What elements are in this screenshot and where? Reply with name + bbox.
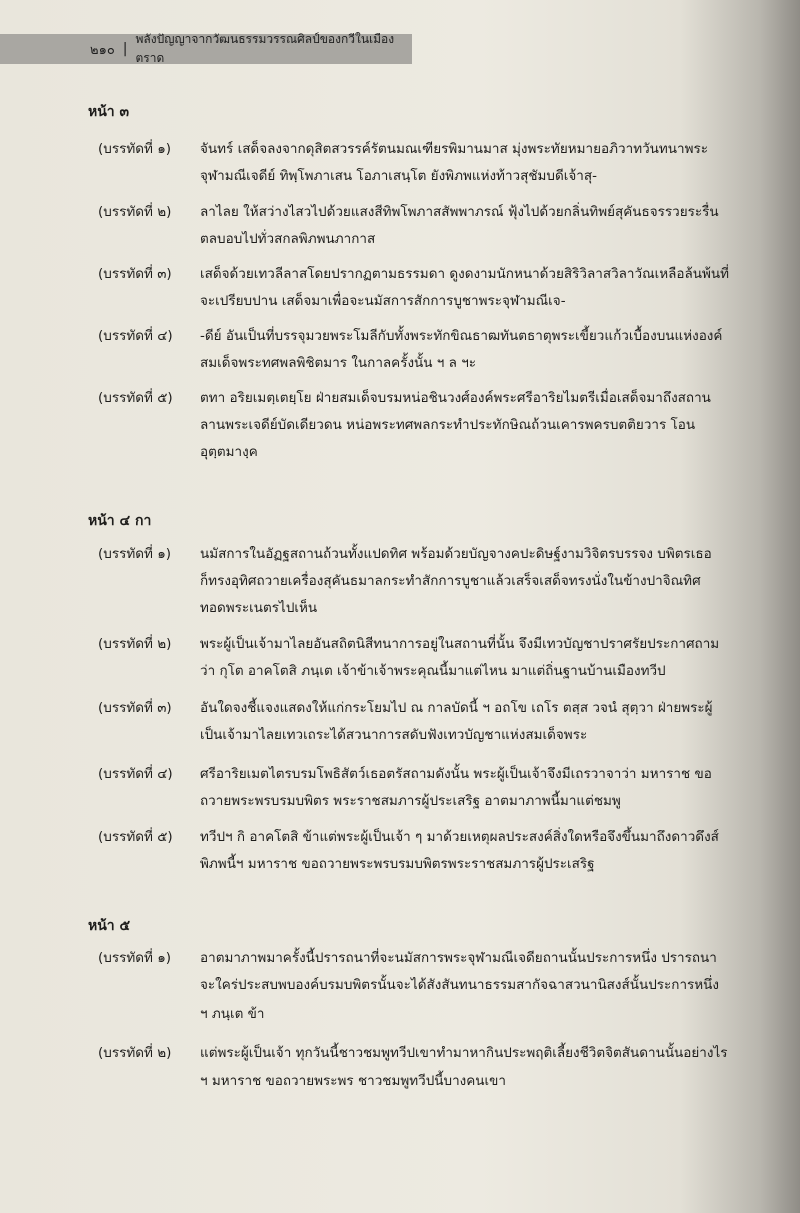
page-number: ๒๑๐ [90, 42, 115, 58]
section-title-page-5: หน้า ๕ [88, 918, 131, 934]
text-line: -ดีย์ อันเป็นที่บรรจุมวยพระโมลีกับทั้งพระทักขิณธาฒทันตธาตุพระเขี้ยวแก้วเบื้องบนแห่งองค์ [200, 328, 723, 344]
text-line: ตลบอบไปทั่วสกลพิภพนภากาส [200, 231, 376, 247]
line-label: (บรรทัดที่ ๓) [98, 700, 172, 716]
text-line: เป็นเจ้ามาไลยเทวเถระได้สวนาการสดับฟังเทวบัญชาแห่งสมเด็จพระ [200, 727, 588, 743]
line-label: (บรรทัดที่ ๔) [98, 328, 173, 344]
text-line: เสด็จด้วยเทวลีลาสโดยปรากฏตามธรรมดา ดูงดงามนักหนาด้วยสิริวิลาสวิลาวัณเหลือล้นพ้นที่ [200, 266, 730, 282]
section-title-page-3: หน้า ๓ [88, 104, 130, 120]
text-line: นมัสการในอัฏฐสถานถ้วนทั้งแปดทิศ พร้อมด้วยบัญจางคปะดิษฐ์งามวิจิตรบรรจง บพิตรเธอ [200, 546, 712, 562]
text-line: ลาไลย ให้สว่างไสวไปด้วยแสงสีทิพโพภาสสัพพาภรณ์ ฟุ้งไปด้วยกลิ่นทิพย์สุคันธจรรวยระรื่น [200, 204, 719, 220]
text-line: ฯ ภนฺเต ข้า [200, 1006, 265, 1022]
text-line: อาตมาภาพมาครั้งนี้ปรารถนาที่จะนมัสการพระจุฬามณีเจดียถานนั้นประการหนึ่ง ปรารถนา [200, 950, 717, 966]
text-line: อันใดจงชี้แจงแสดงให้แก่กระโยมไป ณ กาลบัดนี้ ฯ อถโข เถโร ตสฺส วจนํ สุตฺวา ฝ่ายพระผู้ [200, 700, 713, 716]
line-label: (บรรทัดที่ ๔) [98, 766, 173, 782]
text-line: สมเด็จพระทศพลพิชิตมาร ในกาลครั้งนั้น ฯ ล ฯะ [200, 355, 477, 371]
line-label: (บรรทัดที่ ๓) [98, 266, 172, 282]
text-line: ก็ทรงอุทิศถวายเครื่องสุคันธมาลกระทำสักการบูชาแล้วเสร็จเสด็จทรงนั่งในข้างปาจิณทิศ [200, 573, 701, 589]
text-line: จะเปรียบปาน เสด็จมาเพื่อจะนมัสการสักการบูชาพระจุฬามณีเจ- [200, 293, 566, 309]
text-line: อุตฺตมางฺค [200, 444, 258, 460]
text-line: ว่า กุโต อาคโตสิ ภนฺเต เจ้าข้าเจ้าพระคุณนี้มาแต่ไหน มาแต่ถิ่นฐานบ้านเมืองทวีป [200, 663, 666, 679]
line-label: (บรรทัดที่ ๕) [98, 390, 173, 406]
line-label: (บรรทัดที่ ๕) [98, 829, 173, 845]
header-separator: | [122, 41, 128, 57]
header-title: พลังปัญญาจากวัฒนธรรมวรรณศิลป์ของกวีในเมืองตราด [135, 32, 395, 65]
section-title-page-4: หน้า ๔ กา [88, 513, 152, 529]
text-line: จันทร์ เสด็จลงจากดุสิตสวรรค์รัตนมณเฑียรพิมานมาส มุ่งพระทัยหมายอภิวาทวันทนาพระ [200, 141, 709, 157]
line-label: (บรรทัดที่ ๑) [98, 546, 172, 562]
text-line: ตทา อริยเมตฺเตยฺโย ฝ่ายสมเด็จบรมหน่อชินวงศ์องค์พระศรีอาริยไมตรีเมื่อเสด็จมาถึงสถาน [200, 390, 711, 406]
line-label: (บรรทัดที่ ๑) [98, 141, 172, 157]
line-label: (บรรทัดที่ ๒) [98, 1045, 172, 1061]
line-label: (บรรทัดที่ ๑) [98, 950, 172, 966]
text-line: ถวายพระพรบรมบพิตร พระราชสมภารผู้ประเสริฐ อาตมาภาพนี้มาแต่ชมพู [200, 793, 621, 809]
text-line: ทวีปฯ กิ อาคโตสิ ข้าแต่พระผู้เป็นเจ้า ๆ มาด้วยเหตุผลประสงค์สิ่งใดหรือจึงขึ้นมาถึงดาวดึงส์ [200, 829, 719, 845]
line-label: (บรรทัดที่ ๒) [98, 636, 172, 652]
text-line: พระผู้เป็นเจ้ามาไลยอันสถิตนิสีทนาการอยู่ในสถานที่นั้น จึงมีเทวบัญชาปราศรัยประกาศถาม [200, 636, 720, 652]
text-line: ศรีอาริยเมตไตรบรมโพธิสัตว์เธอตรัสถามดังนั้น พระผู้เป็นเจ้าจึงมีเถรวาจาว่า มหาราช ขอ [200, 766, 712, 782]
text-line: ฯ มหาราช ขอถวายพระพร ชาวชมพูทวีปนี้บางคนเขา [200, 1073, 506, 1089]
text-line: แต่พระผู้เป็นเจ้า ทุกวันนี้ชาวชมพูทวีปเขาทำมาหากินประพฤติเลี้ยงชีวิตจิตสันดานนั้นอย่างไร [200, 1045, 728, 1061]
line-label: (บรรทัดที่ ๒) [98, 204, 172, 220]
text-line: ลานพระเจดีย์บัดเดียวดน หน่อพระทศพลกระทำประทักษิณถ้วนเคารพครบตติยวาร โอน [200, 417, 696, 433]
text-line: ทอดพระเนตรไปเห็น [200, 600, 318, 616]
text-line: พิภพนี้ฯ มหาราช ขอถวายพระพรบรมบพิตรพระราชสมภารผู้ประเสริฐ [200, 856, 595, 872]
text-line: จะใคร่ประสบพบองค์บรมบพิตรนั้นจะได้สังสันทนาธรรมสากัจฉาสวนานิสงส์นั้นประการหนึ่ง [200, 977, 720, 993]
text-line: จุฬามณีเจดีย์ ทิพฺโพภาเสน โอภาเสนฺโต ยังพิภพแห่งท้าวสุชัมบดีเจ้าสุ- [200, 168, 597, 184]
